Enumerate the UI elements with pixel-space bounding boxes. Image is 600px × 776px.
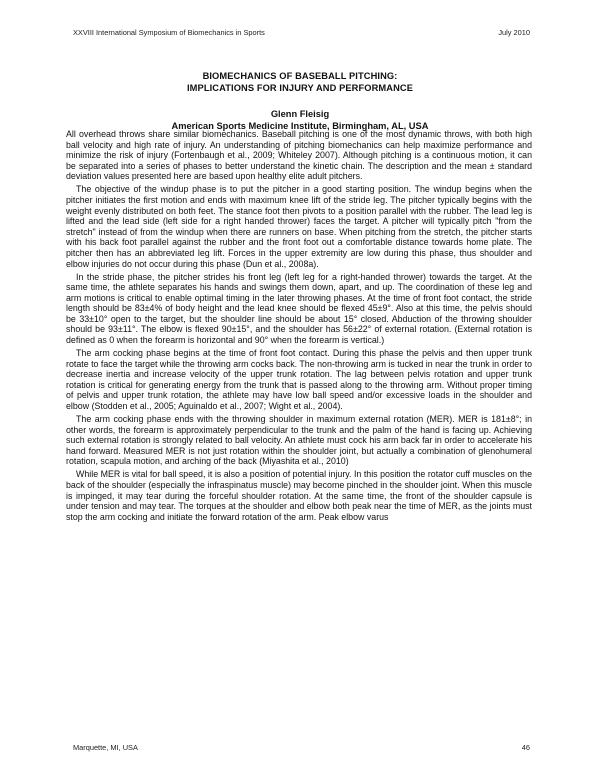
paragraph: In the stride phase, the pitcher strides his front leg (left leg for a right-handed thrower) towards the target. At the same time, the athlete separates his hands and swings them down, apart, and up. The coordination of these leg and arm motions is critical to enable optimal timing in the later throwing phases. At the time of front foot contact, the stride length should be 83±4% of body height and the lead knee should be flexed 45±9°. Also at this time, the pelvis should be 33±10° open to the target, but the shoulder line should be about 15° closed. Abduction of the throwing shoulder should be 93±11°. The elbow is flexed 90±15°, and the shoulder has 56±22° of external rotation. (External rotation is defined as 0 when the forearm is horizontal and 90° when the forearm is vertical.) xyxy=(66,271,532,346)
body-text xyxy=(66,129,532,525)
title-block xyxy=(66,70,534,132)
title-line-2: IMPLICATIONS FOR INJURY AND PERFORMANCE xyxy=(187,83,413,93)
paper-title xyxy=(66,70,534,94)
page-number: 46 xyxy=(521,743,530,752)
running-header xyxy=(73,28,530,40)
paragraph: The arm cocking phase begins at the time of front foot contact. During this phase the pelvis and then upper trunk rotate to face the target while the throwing arm cocks back. The non-throwing arm is tucked in near the trunk in order to decrease inertia and increase velocity of the upper trunk rotation. The lag between pelvis rotation and upper trunk rotation is critical for generating energy from the trunk that is passed along to the throwing arm. Without proper timing of pelvis and upper trunk rotation, the athlete may have low ball speed and/or excessive loads in the shoulder and elbow (Stodden et al., 2005; Aguinaldo et al., 2007; Wight et al., 2004). xyxy=(66,348,532,412)
paragraph: The objective of the windup phase is to put the pitcher in a good starting position. The windup begins when the pitcher initiates the first motion and ends with maximum knee lift of the stride leg. The pitcher typically begins with the weight evenly distributed on both feet. The stance foot then pivots to a position parallel with the rubber. The lead leg is lifted and the lead side (left side for a right handed thrower) faces the target. A pitcher will typically pitch "from the stretch" instead of from the windup when there are runners on base. When pitching from the stretch, the pitcher starts with his back foot parallel against the rubber and the front foot out a comfortable distance towards home plate. The pitcher then has an abbreviated leg lift. Forces in the upper extremity are low during this phase, thus shoulder and elbow injuries do not occur during this phase (Dun et al., 2008a). xyxy=(66,184,532,269)
author-name: Glenn Fleisig xyxy=(270,109,330,119)
title-line-1: BIOMECHANICS OF BASEBALL PITCHING: xyxy=(202,71,398,81)
paragraph: All overhead throws share similar biomechanics. Baseball pitching is one of the most dynamic throws, with both high ball velocity and high rate of injury. An understanding of pitching biomechanics can help maximize performance and minimize the risk of injury (Fortenbaugh et al., 2009; Whiteley 2007). Although pitching is a continuous motion, it can be separated into a series of phases to better understand the kinetic chain. The description and the mean ± standard deviation values presented here are based upon healthy elite adult pitchers. xyxy=(66,129,532,182)
conference-date: July 2010 xyxy=(498,28,530,37)
conference-location: Marquette, MI, USA xyxy=(73,743,138,752)
paragraph: The arm cocking phase ends with the throwing shoulder in maximum external rotation (MER). MER is 181±8°; in other words, the forearm is approximately perpendicular to the trunk and the palm of the hand is facing up. Achieving such external rotation is strongly related to ball velocity. An athlete must cock his arm back far in order to accelerate his hand forward. Measured MER is not just rotation within the shoulder joint, but actually a combination of glenohumeral rotation, scapula motion, and arching of the back (Miyashita et al., 2010) xyxy=(66,414,532,467)
conference-name: XXVIII International Symposium of Biomechanics in Sports xyxy=(73,28,265,37)
running-footer xyxy=(73,743,530,755)
author-affiliation: American Sports Medicine Institute, Birmingham, AL, USA xyxy=(171,121,429,131)
paragraph: While MER is vital for ball speed, it is also a position of potential injury. In this position the rotator cuff muscles on the back of the shoulder (especially the infraspinatus muscle) may become pinched in the shoulder joint. When this muscle is impinged, it may tear during the forceful shoulder rotation. At the same time, the front of the shoulder capsule is under tension and may tear. The torques at the shoulder and elbow both peak near the time of MER, as the joints must stop the arm cocking and initiate the forward rotation of the arm. Peak elbow varus xyxy=(66,469,532,522)
